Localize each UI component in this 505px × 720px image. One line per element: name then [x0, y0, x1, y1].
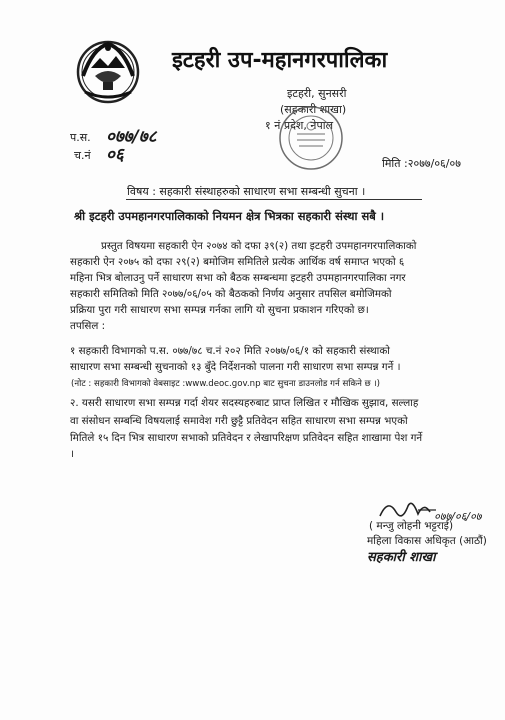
office-stamp-icon — [277, 104, 345, 172]
address-city: इटहरी, सुनसरी — [287, 87, 347, 100]
signatory-branch: सहकारी शाखा — [367, 550, 436, 565]
body-line: साधारण सभा सम्बन्धी सुचनाको १३ बुँदे निर्देशनको पालना गरी साधारण सभा सम्पन्न गर्ने । — [70, 361, 401, 373]
body-line: प्रक्रिया पुरा गरी साधारण सभा सम्पन्न गर्नका लागि यो सुचना प्रकाशन गरिएको छ। — [70, 304, 369, 316]
body-line: वा संसोधन सम्बन्धि विषयलाई समावेश गरी छुट्टै प्रतिवेदन सहित साधारण सभा सम्पन्न भएको — [70, 415, 408, 427]
body-line: १ सहकारी विभागको प.स. ०७७/७८ च.नं २०२ मिति २०७७/०६/१ को सहकारी संस्थाको — [70, 345, 390, 357]
ref-cn-value: ०६ — [106, 145, 124, 165]
signatory-name: ( मन्जु लोहनी भट्टराई) — [369, 520, 454, 532]
body-line: सहकारी समितिको मिति २०७७/०६/०५ को बैठकको निर्णय अनुसार तपसिल बमोजिमको — [70, 288, 392, 300]
letter-date: मिति :२०७७/०६/०७ — [382, 157, 461, 170]
letter-subject: विषय : सहकारी संस्थाहरुको साधारण सभा सम्बन्धी सुचना । — [127, 185, 366, 198]
ref-cn-label: च.नं — [74, 149, 91, 162]
signatory-title: महिला विकास अधिकृत (आठौं) — [367, 535, 487, 547]
svg-text:०७७/०६/०७: ०७७/०६/०७ — [434, 510, 482, 523]
body-line: सहकारी ऐन २०७५ को दफा २९(२) बमोजिम समितिले प्रत्येक आर्थिक वर्ष समाप्त भएको ६ — [70, 256, 405, 268]
body-line: प्रस्तुत विषयमा सहकारी ऐन २०७४ को दफा ३९(२) तथा इटहरी उपमहानगरपालिकाको — [101, 240, 417, 252]
tapsil-heading: तपसिल : — [70, 320, 106, 332]
website-note: (नोट : सहकारी विभागको वेबसाइट :www.deoc.gov.np बाट सुचना डाउनलोड गर्न सकिने छ ।) — [71, 379, 380, 389]
subject-underline — [126, 199, 422, 200]
nepal-emblem-icon — [73, 36, 143, 106]
body-line: । — [70, 448, 74, 460]
letter-addressee: श्री इटहरी उपमहानगरपालिकाको नियमन क्षेत्र भित्रका सहकारी संस्था सबै । — [74, 209, 385, 223]
body-line: मितिले १५ दिन भित्र साधारण सभाको प्रतिवेदन र लेखापरिक्षण प्रतिवेदन सहित शाखामा पेश गर्ने — [70, 432, 423, 444]
address-branch: (सहकारी शाखा) — [280, 103, 347, 116]
ref-ps-value: ०७७/७८ — [106, 127, 157, 147]
office-name: इटहरी उप-महानगरपालिका — [172, 48, 388, 73]
body-line: महिना भित्र बोलाउनु पर्ने साधारण सभा को बैठक सम्बन्धमा इटहरी उपमहानगरपालिका नगर — [70, 272, 406, 284]
address-province: १ नं प्रदेश, नेपाल — [265, 119, 334, 132]
ref-ps-label: प.स. — [70, 131, 91, 144]
body-line: २. यसरी साधारण सभा सम्पन्न गर्दा शेयर सदस्यहरुबाट प्राप्त लिखित र मौखिक सुझाव, सल्लाह — [70, 397, 419, 409]
